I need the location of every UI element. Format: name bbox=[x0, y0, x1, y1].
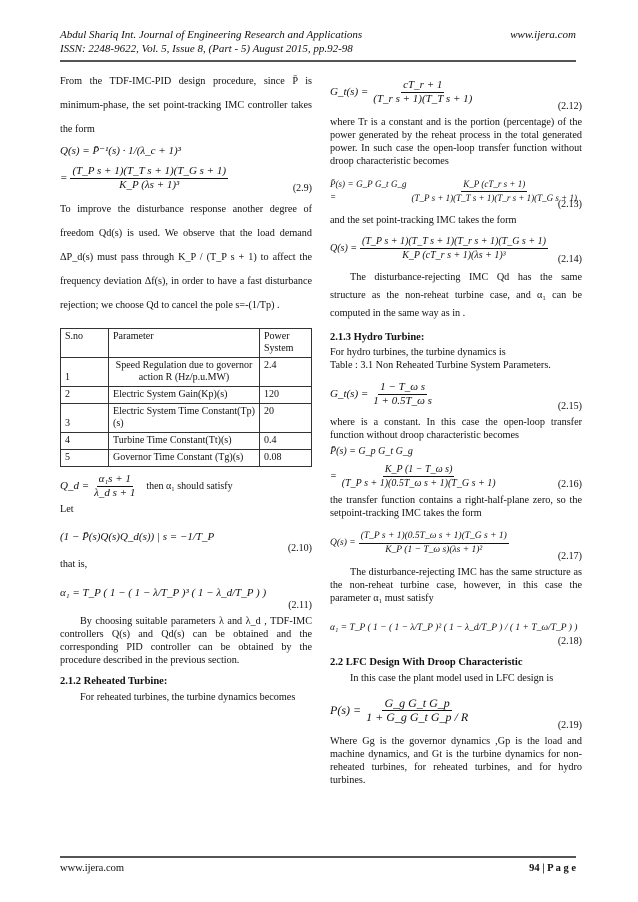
fraction bbox=[371, 381, 434, 408]
page-header bbox=[60, 28, 576, 56]
table-cell: 0.08 bbox=[260, 450, 312, 467]
equation-number: (2.19) bbox=[557, 720, 582, 731]
denominator: (T_P s + 1)(0.5T_ω s + 1)(T_G s + 1) bbox=[341, 477, 496, 489]
equation-text: Q(s) = P̄⁻¹(s) · 1/(λ_c + 1)³ bbox=[60, 145, 181, 157]
table-cell: 0.4 bbox=[260, 433, 312, 450]
table-header-cell: Parameter bbox=[109, 329, 260, 358]
fraction bbox=[410, 178, 579, 205]
numerator: K_P (cT_r s + 1) bbox=[461, 178, 527, 192]
section-heading: 2.1.2 Reheated Turbine: bbox=[60, 676, 168, 687]
equation-2-18 bbox=[330, 608, 582, 648]
equation-2-14 bbox=[330, 230, 582, 266]
paragraph: that is, bbox=[60, 559, 88, 570]
paragraph: Let bbox=[60, 504, 74, 515]
paragraph: The disturbance-rejecting IMC has the same structure as the non-reheat turbine case, however, in this case the parameter α₁ must satisfy bbox=[330, 567, 582, 604]
denominator: λ_d s + 1 bbox=[94, 487, 136, 499]
equation-2-10 bbox=[60, 519, 312, 555]
equation-2-16-b: = $\frac{\text{K\_P (1 − T\_ω s)}}{\text{(T\_P s + 1)(0.5T\_ω s + 1)(T\_G s + 1)}}$ (2.16) bbox=[330, 463, 582, 490]
equation-text: α₁ = T_P ( 1 − ( 1 − λ/T_P )² ( 1 − λ_d/T_P ) / ( 1 + T_ω/T_P ) ) bbox=[330, 622, 578, 633]
table-row bbox=[61, 404, 312, 433]
equation-number: (2.10) bbox=[287, 543, 312, 554]
numerator: (T_P s + 1)(0.5T_ω s + 1)(T_G s + 1) bbox=[359, 530, 509, 544]
equation-text: α₁ = T_P ( 1 − ( 1 − λ/T_P )³ ( 1 − λ_d/T_P ) ) bbox=[60, 586, 267, 599]
equation-number: (2.12) bbox=[557, 101, 582, 112]
equation-2-11 bbox=[60, 574, 312, 612]
equation-2-9-b: = $\frac{\text{(T\_P s + 1)(T\_T s + 1)(T\_G s + 1)}}{\text{K\_P (λs + 1)³}}$ (2.9) bbox=[60, 164, 312, 194]
equation-text: P̄(s) = G_P G_t G_g = bbox=[330, 179, 407, 202]
equation-text: Q_d = bbox=[60, 480, 90, 492]
table-cell: Governor Time Constant (Tg)(s) bbox=[109, 450, 260, 467]
numerator: (T_P s + 1)(T_T s + 1)(T_G s + 1) bbox=[72, 164, 227, 177]
table-row bbox=[61, 387, 312, 404]
equation-text: G_t(s) = bbox=[330, 387, 369, 400]
numerator: (T_P s + 1)(T_T s + 1)(T_r s + 1)(T_G s + 1) bbox=[362, 235, 546, 247]
table-cell: 4 bbox=[61, 433, 109, 450]
section-heading: 2.1.3 Hydro Turbine: bbox=[330, 332, 425, 343]
fraction bbox=[70, 165, 228, 192]
table-cell: 2.4 bbox=[260, 358, 312, 387]
paragraph: The disturbance-rejecting IMC Qd has the same structure as the non-reheat turbine case, and α₁ can be computed in the same way as in . bbox=[330, 272, 582, 319]
paragraph: and the set point-tracking IMC takes the form bbox=[330, 215, 517, 226]
table-cell: 3 bbox=[61, 404, 109, 433]
table-row bbox=[61, 358, 312, 387]
paragraph: Where Gg is the governor dynamics ,Gp is the load and machine dynamics, and Gt is the turbine dynamics for non-reheated turbines, for reheated turbines, and for hydro turbines. bbox=[330, 736, 582, 786]
denominator: (T_P s + 1)(T_T s + 1)(T_r s + 1)(T_G s + 1) bbox=[411, 192, 577, 203]
equation-number: (2.18) bbox=[557, 636, 582, 647]
fraction bbox=[92, 473, 137, 500]
table-row bbox=[61, 450, 312, 467]
equation-text: Q(s) = bbox=[330, 537, 356, 548]
table-cell: 20 bbox=[260, 404, 312, 433]
equation-text: Q(s) = bbox=[330, 242, 358, 254]
paragraph: For reheated turbines, the turbine dynamics becomes bbox=[80, 692, 296, 703]
fraction bbox=[340, 463, 498, 490]
equation-2-12 bbox=[330, 71, 582, 113]
table-header-row bbox=[61, 329, 312, 358]
paragraph: the transfer function contains a right-half-plane zero, so the setpoint-tracking IMC takes the form bbox=[330, 495, 582, 519]
equation-number: (2.17) bbox=[557, 551, 582, 562]
numerator: α₁s + 1 bbox=[98, 473, 131, 485]
table-header-cell: Power System bbox=[260, 329, 312, 358]
paragraph: where Tr is a constant and is the portion (percentage) of the power generated by the reheat process in the total generated power. In such case the open-loop transfer function without droop characteristic becomes bbox=[330, 117, 582, 167]
equation-2-13 bbox=[330, 171, 582, 211]
denominator: K_P (λs + 1)³ bbox=[119, 178, 180, 191]
right-column bbox=[330, 68, 582, 790]
numerator: cT_r + 1 bbox=[403, 78, 443, 91]
table-cell: 5 bbox=[61, 450, 109, 467]
equation-text: P̄(s) = G_p G_t G_g bbox=[330, 446, 413, 457]
issn-line: ISSN: 2248-9622, Vol. 5, Issue 8, (Part - 5) August 2015, pp.92-98 bbox=[60, 43, 353, 55]
equation-2-16-a bbox=[330, 445, 582, 458]
header-divider bbox=[60, 60, 576, 62]
journal-website[interactable]: www.ijera.com bbox=[510, 29, 576, 41]
equation-number: (2.13) bbox=[557, 199, 582, 210]
equation-text: (1 − P̄(s)Q(s)Q_d(s)) | s = −1/T_P bbox=[60, 530, 215, 543]
table-cell: Electric System Time Constant(Tp)(s) bbox=[109, 404, 260, 433]
equation-number: (2.15) bbox=[557, 401, 582, 412]
table-row bbox=[61, 433, 312, 450]
denominator: 1 + 0.5T_ω s bbox=[373, 394, 432, 407]
numerator: K_P (1 − T_ω s) bbox=[384, 463, 453, 475]
footer-website[interactable]: www.ijera.com bbox=[60, 862, 125, 874]
equation-text: then α₁ should satisfy bbox=[146, 481, 233, 492]
numerator: 1 − T_ω s bbox=[380, 380, 425, 393]
equation-number: (2.9) bbox=[292, 183, 312, 194]
table-header-cell: S.no bbox=[61, 329, 109, 358]
table-cell: 2 bbox=[61, 387, 109, 404]
equation-2-15 bbox=[330, 375, 582, 413]
paragraph: To improve the disturbance response another degree of freedom Qd(s) is used. We observe that the load demand ΔP_d(s) must pass through K_P / (T_P s + 1) to affect the frequency deviation Δf(s), in order to have a fast disturbance rejection; we choose Qd to cancel the pole s=-(1/Tp) . bbox=[60, 204, 312, 311]
denominator: 1 + G_g G_t G_p / R bbox=[366, 709, 469, 724]
equation-qd bbox=[60, 473, 312, 500]
paragraph: From the TDF-IMC-PID design procedure, since P̄ is minimum-phase, the set point-tracking IMC controller takes the form bbox=[60, 76, 312, 135]
journal-title: Abdul Shariq Int. Journal of Engineering Research and Applications bbox=[60, 29, 363, 41]
equation-number: (2.16) bbox=[557, 479, 582, 490]
equation-2-19 bbox=[330, 688, 582, 732]
denominator: K_P (1 − T_ω s)(λs + 1)² bbox=[385, 544, 483, 555]
equation-text: G_t(s) = bbox=[330, 85, 369, 98]
paragraph: For hydro turbines, the turbine dynamics is bbox=[330, 347, 506, 358]
table-cell: 1 bbox=[61, 358, 109, 387]
page-number: 94 | P a g e bbox=[529, 862, 576, 874]
equation-2-17 bbox=[330, 523, 582, 563]
fraction bbox=[371, 79, 474, 106]
paragraph: By choosing suitable parameters λ and λ_d , TDF-IMC controllers Q(s) and Qd(s) can be obtained and the corresponding PID controller can be obtained by the procedure described in the previous section. bbox=[60, 616, 312, 666]
fraction bbox=[360, 235, 548, 262]
table-cell: Speed Regulation due to governor action R (Hz/p.u.MW) bbox=[109, 358, 260, 387]
equation-number: (2.11) bbox=[288, 600, 312, 611]
table-cell: 120 bbox=[260, 387, 312, 404]
paragraph: where is a constant. In this case the open-loop transfer function without droop characteristic becomes bbox=[330, 417, 582, 441]
fraction bbox=[364, 697, 470, 724]
equation-number: (2.14) bbox=[557, 254, 582, 265]
table-caption: Table : 3.1 Non Reheated Turbine System Parameters. bbox=[330, 360, 551, 371]
fraction bbox=[359, 530, 509, 557]
equation-text: P(s) = bbox=[330, 702, 362, 717]
parameter-table bbox=[60, 328, 312, 467]
numerator: G_g G_t G_p bbox=[384, 695, 450, 710]
left-column bbox=[60, 68, 312, 707]
denominator: (T_r s + 1)(T_T s + 1) bbox=[373, 92, 473, 105]
denominator: K_P (cT_r s + 1)(λs + 1)³ bbox=[402, 249, 506, 261]
section-heading: 2.2 LFC Design With Droop Characteristic bbox=[330, 657, 523, 668]
table-cell: Turbine Time Constant(Tt)(s) bbox=[109, 433, 260, 450]
page-footer bbox=[60, 856, 576, 876]
table-cell: Electric System Gain(Kp)(s) bbox=[109, 387, 260, 404]
equation-2-9-a bbox=[60, 145, 312, 158]
paragraph: In this case the plant model used in LFC design is bbox=[350, 673, 554, 684]
